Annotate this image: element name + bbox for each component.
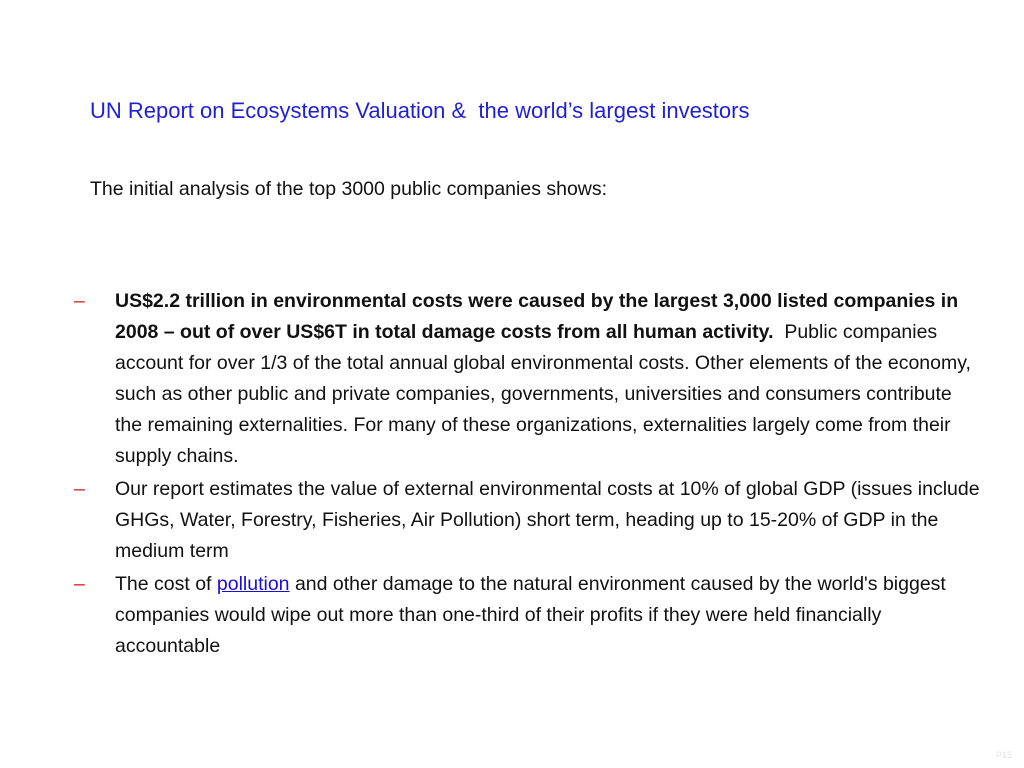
bullet-3-text-before: The cost of — [115, 573, 217, 595]
dash-bullet-icon: – — [74, 478, 85, 500]
slide-title: UN Report on Ecosystems Valuation & the world’s largest investors — [90, 98, 750, 123]
bullet-item-1 — [74, 286, 984, 472]
bullet-item-2 — [74, 474, 984, 567]
bullet-2-text: Our report estimates the value of external environmental costs at 10% of global GDP (issues include GHGs, Water, Forestry, Fisheries, Air Pollution) short term, heading up to 15-20% of GDP in the medium term — [115, 478, 980, 562]
bullet-list — [74, 286, 984, 664]
dash-bullet-icon: – — [74, 290, 85, 312]
dash-bullet-icon: – — [74, 573, 85, 595]
bullet-1-text: Public companies account for over 1/3 of the total annual global environmental costs. Other elements of the economy, such as other public and private companies, governments, universities and consumers contribute the remaining externalities. For many of these organizations, externalities largely come from their supply chains. — [115, 321, 977, 467]
bullet-item-3 — [74, 569, 984, 662]
page-number: P15 — [995, 750, 1012, 760]
slide-subtitle: The initial analysis of the top 3000 public companies shows: — [90, 178, 608, 200]
pollution-link[interactable]: pollution — [216, 573, 290, 595]
bullet-1-bold-text: US$2.2 trillion in environmental costs were caused by the largest 3,000 listed companies in 2008 – out of over US$6T in total damage costs from all human activity. — [115, 290, 959, 343]
bullet-3-text-after: and other damage to the natural environment caused by the world's biggest companies would wipe out more than one-third of their profits if they were held financially accountable — [115, 573, 952, 657]
